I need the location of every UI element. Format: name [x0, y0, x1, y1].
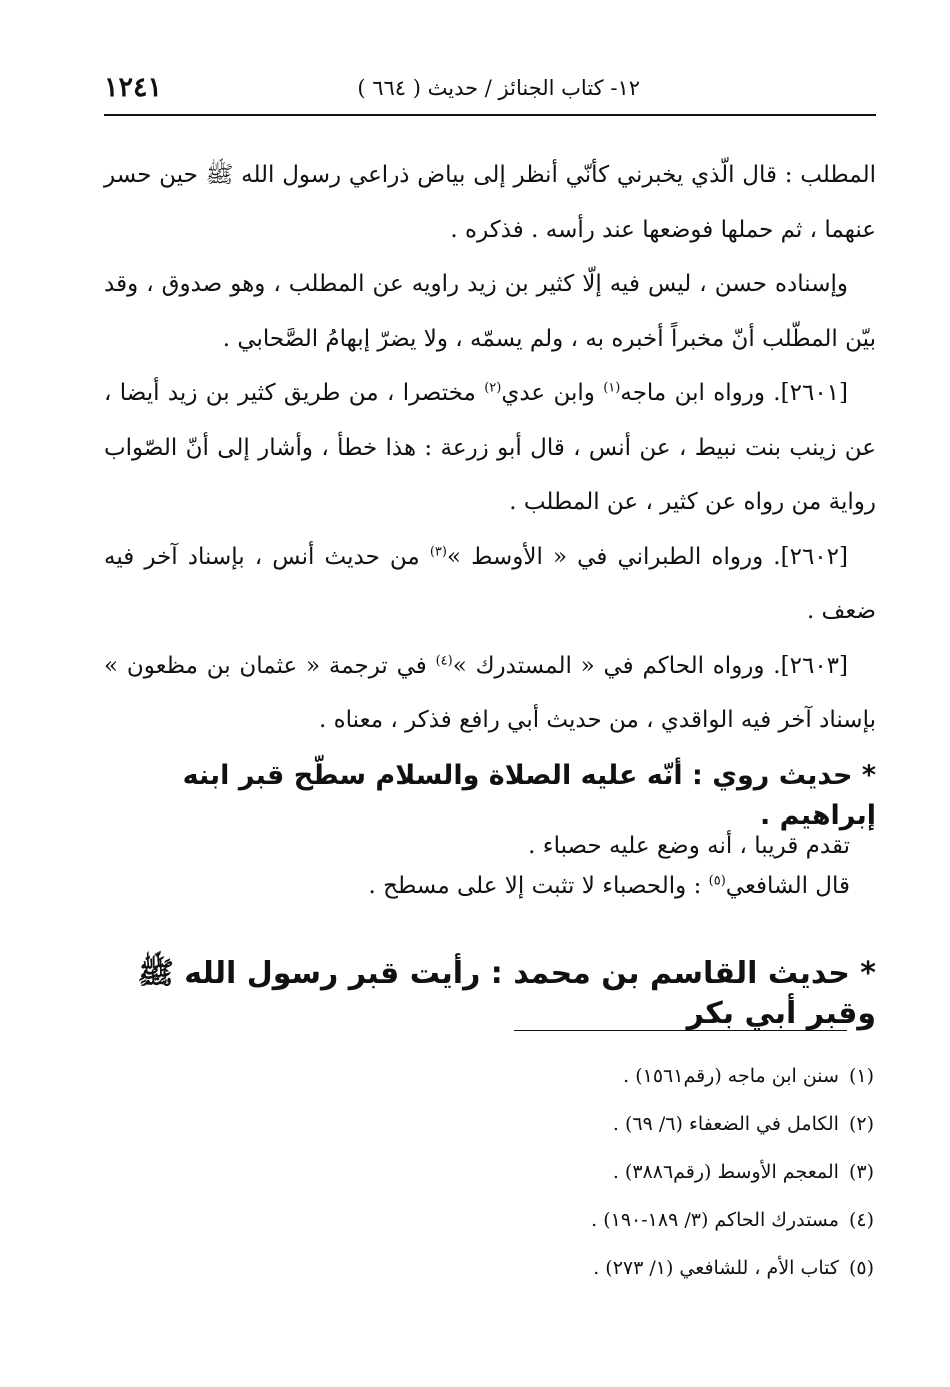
entry-number: [٢٦٠١] [780, 380, 849, 406]
page-number: ١٢٤١ [104, 72, 163, 103]
entry-text: من حديث أنس ، بإسناد آخر فيه ضعف . [104, 543, 876, 624]
footnote-text: كتاب الأم ، للشافعي (١/ ٢٧٣) . [593, 1257, 839, 1279]
entry-text: . ورواه ابن ماجه [620, 380, 781, 406]
hadith-1-commentary [104, 826, 876, 906]
entry-text: . ورواه الحاكم في « المستدرك » [452, 652, 781, 679]
commentary-line [104, 866, 876, 906]
commentary-text: : والحصباء لا تثبت إلا على مسطح . [368, 873, 709, 899]
footnote-text: الكامل في الضعفاء (٦/ ٦٩) . [612, 1113, 839, 1135]
footnotes [104, 1057, 874, 1297]
hadith-heading: * حديث القاسم بن محمد : رأيت قبر رسول الله ﷺ وقبر أبي بكر [137, 956, 876, 1031]
entry-text: مختصرا ، من طريق كثير بن زيد أيضا ، عن زينب بنت نبيط ، عن أنس ، قال أبو زرعة : هذا خطأ ، وأشار إلى أنّ الصّواب رواية من رواه عن كثير ، عن المطلب . [104, 380, 877, 515]
chapter-title: ١٢- كتاب الجنائز / حديث ( ٦٦٤ ) [357, 76, 640, 100]
footnote-number: (٢) [848, 1113, 874, 1135]
footnote [104, 1249, 874, 1297]
entry-number: [٢٦٠٣] [780, 652, 849, 679]
entry-text: في ترجمة « عثمان بن مظعون » بإسناد آخر فيه الواقدي ، من حديث أبي رافع فذكر ، معناه . [104, 652, 876, 733]
header-rule [104, 114, 876, 116]
footnote-text: مستدرك الحاكم (٣/ ١٨٩-١٩٠) . [591, 1209, 839, 1231]
footnote [104, 1105, 874, 1153]
paragraph-1: المطلب : قال الّذي يخبرني كأنّي أنظر إلى بياض ذراعي رسول الله ﷺ حين حسر عنهما ، ثم حملها فوضعها عند رأسه . فذكره . [104, 162, 876, 243]
footnote-ref[interactable]: (١) [603, 380, 621, 396]
footnote-number: (٥) [848, 1257, 874, 1279]
footnote-ref[interactable]: (٣) [429, 543, 447, 559]
hadith-section-2 [104, 954, 876, 1034]
footnote [104, 1057, 874, 1105]
footnote [104, 1153, 874, 1201]
running-header [104, 70, 876, 110]
paragraph-2602 [104, 530, 876, 639]
main-text [104, 148, 876, 748]
entry-text: وابن عدي [501, 380, 604, 406]
footnote-number: (٣) [848, 1161, 874, 1183]
hadith-section-1 [104, 756, 876, 836]
paragraph-2601 [104, 366, 876, 530]
footnote-text: المعجم الأوسط (رقم٣٨٨٦) . [612, 1161, 839, 1183]
footnote-number: (١) [848, 1065, 874, 1087]
commentary-line: تقدم قريبا ، أنه وضع عليه حصباء . [528, 833, 850, 859]
footnote-text: سنن ابن ماجه (رقم١٥٦١) . [623, 1065, 839, 1087]
entry-text: . ورواه الطبراني في « الأوسط » [446, 543, 781, 570]
footnote-separator [514, 1030, 847, 1031]
footnote-ref[interactable]: (٢) [484, 380, 502, 396]
commentary-text: قال الشافعي [725, 873, 850, 899]
paragraph-2: وإسناده حسن ، ليس فيه إلّا كثير بن زيد راويه عن المطلب ، وهو صدوق ، وقد بيّن المطّلب أنّ مخبراً أخبره به ، ولم يسمّه ، ولا يضرّ إبهامُ الصَّحابي . [104, 271, 876, 352]
hadith-heading: * حديث روي : أنّه عليه الصلاة والسلام سطّح قبر ابنه إبراهيم . [182, 760, 876, 831]
footnote-ref[interactable]: (٥) [708, 873, 726, 889]
paragraph-2603 [104, 639, 876, 748]
entry-number: [٢٦٠٢] [780, 543, 848, 570]
footnote [104, 1201, 874, 1249]
footnote-ref[interactable]: (٤) [435, 652, 453, 668]
footnote-number: (٤) [848, 1209, 874, 1231]
